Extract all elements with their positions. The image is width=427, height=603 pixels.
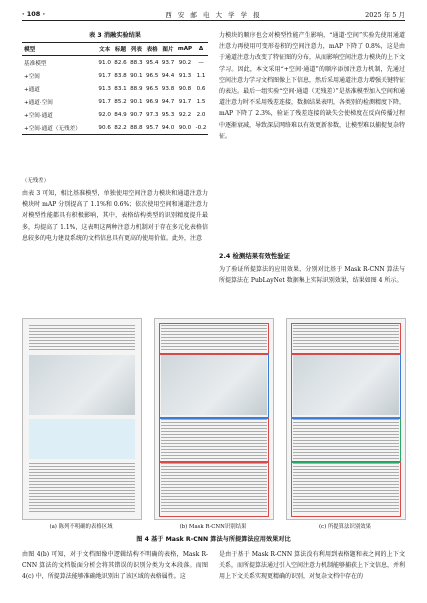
table-cell: +空间·通道 xyxy=(24,112,53,119)
text-block xyxy=(29,463,135,513)
table-cell: 90.1 xyxy=(130,72,143,79)
table-cell: 基准模型 xyxy=(24,60,47,67)
figure-panel-c xyxy=(286,318,406,520)
table-cell: 85.2 xyxy=(114,98,127,105)
subcaption-c: (c) 所提算法识别效果 xyxy=(318,524,372,530)
column-header: Δ xyxy=(194,43,208,56)
section-heading: 2.4 检测结果有效性验证 xyxy=(219,252,291,260)
table-cell: 91.3 xyxy=(178,72,192,79)
table-cell: 90.8 xyxy=(178,85,192,92)
subcaption-a: (a) 陈列不明确的表格区域 xyxy=(49,524,113,530)
table-cell: 90.1 xyxy=(130,98,143,105)
table-cell: 93.8 xyxy=(161,85,175,92)
table-note: （无残差） xyxy=(22,178,49,184)
table-cell: +空间 xyxy=(24,73,40,80)
table-cell: -0.2 xyxy=(194,121,208,135)
journal-title: 西 安 邮 电 大 学 学 报 xyxy=(165,11,262,19)
detection-box xyxy=(159,323,269,355)
table-cell: 91.7 xyxy=(98,72,111,79)
table-cell: 92.2 xyxy=(178,111,192,118)
table-cell: 97.3 xyxy=(145,111,159,118)
table-cell: 94.4 xyxy=(161,72,175,79)
detection-box xyxy=(159,417,269,463)
column-header: 标题 xyxy=(113,43,129,56)
detection-box xyxy=(159,461,269,517)
table-cell: 95.7 xyxy=(144,121,160,135)
page-number: · 108 · xyxy=(22,10,46,18)
text-block xyxy=(29,325,135,351)
table-row xyxy=(22,108,208,121)
table-cell: 91.7 xyxy=(178,98,192,105)
detection-box xyxy=(159,353,269,419)
table-cell: 91.0 xyxy=(98,59,111,66)
figure-panel-b xyxy=(154,318,274,520)
table-row xyxy=(22,82,208,95)
table-cell: 83.8 xyxy=(114,72,127,79)
detection-box xyxy=(291,417,401,463)
table-cell: 91.7 xyxy=(98,98,111,105)
table-cell: 94.0 xyxy=(160,121,176,135)
column-header: 文本 xyxy=(97,43,113,56)
document-image xyxy=(29,355,135,415)
right-paragraph-1: 力模块的顺序也会对模型性能产生影响，“通道·空间”实验先使用通道注意力再使用可变形卷积的空间注意力，mAP 下降了 0.8%，这是由于通道注意力改变了特征图的分布，从而影响空间注意力模块的上下文学习。因此，本文采用“+空间·通道”的顺序添加注意力机制，先通过空间注意力学习文档图像上下信息，然后采用通道注意力增强关键特征的表达。最后一组实验“空间·通道（无残差）”是基准模型加入空间和通道注意力时不采用残差连接，数据结果表明，各类别的检测精度下降，mAP 下降了 2.3%，验证了残差连接的缺失会使梯度在反向传播过程中逐渐衰减，导致深层网络难以有效更新参数，让模型难以捕捉复杂特征。 xyxy=(219,32,406,140)
table-cell: 90.2 xyxy=(178,59,192,66)
table-cell: 82.2 xyxy=(113,121,129,135)
table-cell: 96.5 xyxy=(145,85,159,92)
figure-caption: 图 4 基于 Mask R-CNN 算法与所提算法应用效果对比 xyxy=(136,536,291,543)
table-cell: 82.6 xyxy=(114,59,127,66)
table-region xyxy=(29,419,135,459)
ablation-table xyxy=(22,42,208,135)
table-cell: 95.3 xyxy=(161,111,175,118)
table-cell: 90.7 xyxy=(130,111,143,118)
table-cell: 0.6 xyxy=(196,85,206,92)
table-header-row xyxy=(22,43,208,56)
table-cell: 94.7 xyxy=(161,98,175,105)
table-cell: 93.7 xyxy=(161,59,175,66)
table-cell: 1.5 xyxy=(196,98,206,105)
figure-4 xyxy=(22,318,405,528)
subcaption-b: (b) Mask R-CNN识别结果 xyxy=(179,524,247,530)
table-cell: +空间·通道（无残差） xyxy=(22,121,97,135)
table-cell: 96.5 xyxy=(145,72,159,79)
detection-box xyxy=(291,353,401,419)
table-cell: 1.1 xyxy=(196,72,206,79)
table-cell: 92.0 xyxy=(98,111,111,118)
table-cell: 88.9 xyxy=(130,85,143,92)
table-cell: 90.0 xyxy=(176,121,194,135)
table-cell: +通道 xyxy=(24,86,40,93)
table-cell: 88.8 xyxy=(128,121,144,135)
detection-box xyxy=(291,323,401,355)
column-header: 图片 xyxy=(160,43,176,56)
table-cell: 83.1 xyxy=(114,85,127,92)
column-header: mAP xyxy=(176,43,194,56)
column-header: 模型 xyxy=(22,43,97,56)
detection-box xyxy=(291,461,401,517)
table-row xyxy=(22,69,208,82)
table-cell: 88.3 xyxy=(130,59,143,66)
table-cell: 96.9 xyxy=(145,98,159,105)
figure-panel-a xyxy=(22,318,142,520)
table-cell: 84.9 xyxy=(114,111,127,118)
column-header: 表格 xyxy=(144,43,160,56)
table-row xyxy=(22,121,208,135)
table-cell: +通道·空间 xyxy=(24,99,53,106)
table-row xyxy=(22,56,208,70)
table-caption: 表 3 消融实验结果 xyxy=(89,32,141,39)
header-rule xyxy=(22,20,405,21)
table-cell: 91.3 xyxy=(98,85,111,92)
table-cell: 90.6 xyxy=(97,121,113,135)
table-cell: — xyxy=(198,59,204,66)
left-paragraph: 由表 3 可知，相比基准模型，单独使用空间注意力模块和通道注意力模块时 mAP 分别提高了 1.1%和 0.6%；依次使用空间和通道注意力对模型性能都具有积极影响，其中，表格结构类型的识别精度提升最多，均提高了 1.1%，这表明这两种注意力机制对于存在多元化表格信息较多的电力建设系统的文档信息具有更高的使用价值。此外，注意 xyxy=(22,190,208,242)
bottom-right-paragraph: 是由于基于 Mask R-CNN 算法没有利用到表格题和表之间的上下文关系，而所提算法通过引入空间注意力机制能够捕获上下文信息，并利用上下文关系实现更精确的识别，对复杂文档中存在的 xyxy=(219,551,406,581)
bottom-left-paragraph: 由图 4(b) 可知，对于文档图像中逻辑结构不明确的表格，Mask R-CNN 算法的文档版面分析会将其错误的识别分类为文本段落。而图 4(c) 中，所提算法能够准确地识别出了该区域的表格属性。这 xyxy=(22,551,208,581)
table-row xyxy=(22,95,208,108)
issue-date: 2025 年 5 月 xyxy=(365,11,405,19)
table-cell: 95.4 xyxy=(145,59,159,66)
column-header: 列表 xyxy=(128,43,144,56)
table-cell: 2.0 xyxy=(196,111,206,118)
right-paragraph-2: 为了验证所提算法的应用效果，分别对比基于 Mask R-CNN 算法与所提算法在 PubLayNet 数据集上实际识别效果，结果如图 4 所示。 xyxy=(219,266,405,285)
